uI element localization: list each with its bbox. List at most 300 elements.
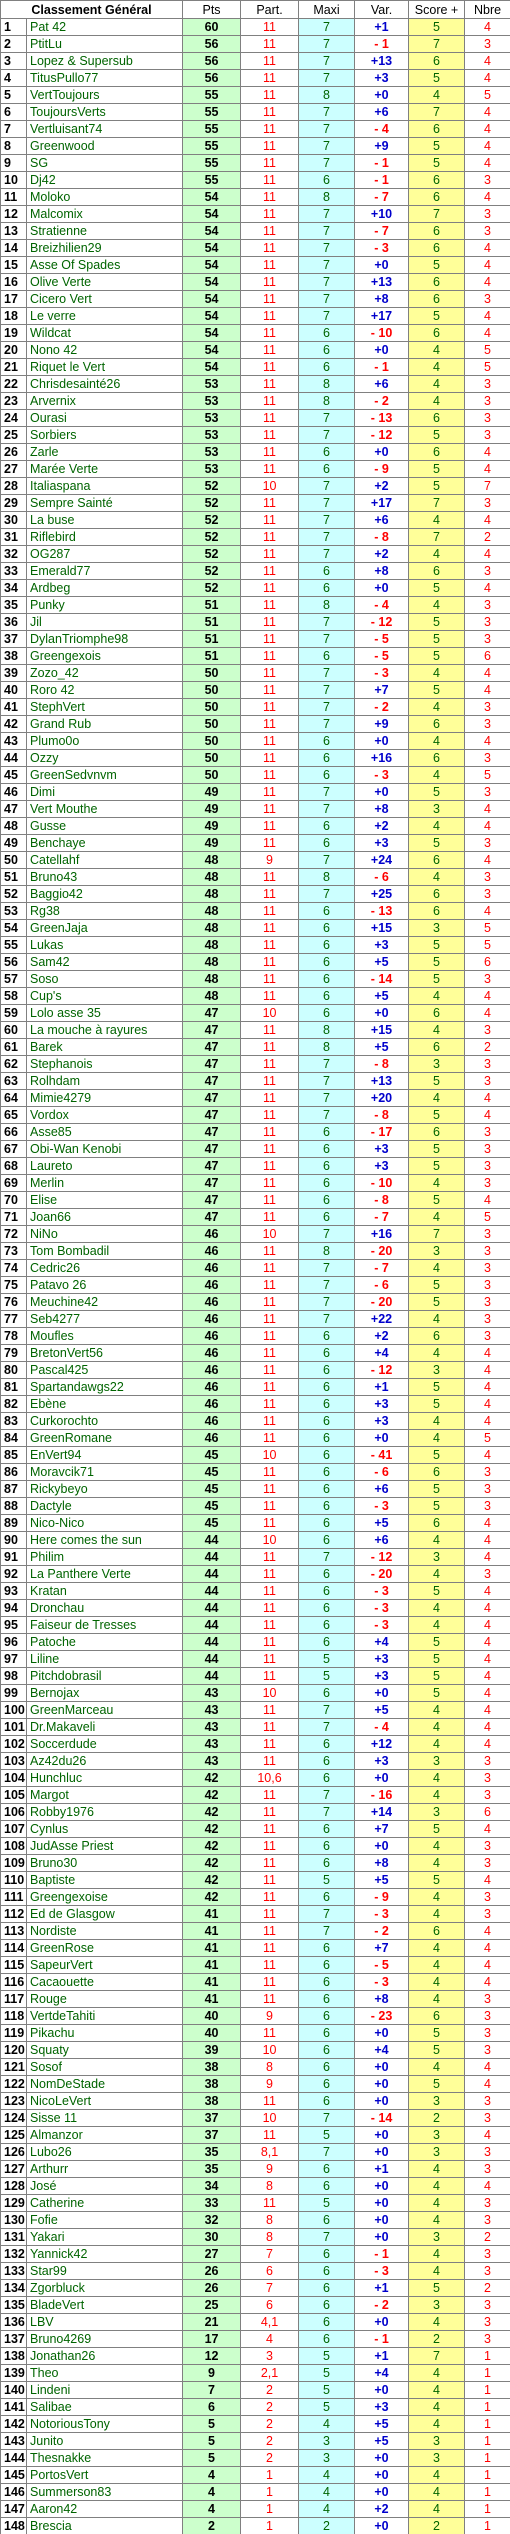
maxi-cell: 6 — [299, 2161, 355, 2178]
player-name: Meuchine42 — [27, 1294, 183, 1311]
maxi-cell: 6 — [299, 359, 355, 376]
nbre-cell: 3 — [465, 631, 510, 648]
points-cell: 47 — [183, 1141, 241, 1158]
participation-cell: 1 — [241, 2518, 299, 2534]
variation-cell: +20 — [355, 1090, 409, 1107]
participation-cell: 11 — [241, 1736, 299, 1753]
player-name: Jonathan26 — [27, 2348, 183, 2365]
score-cell: 7 — [409, 2348, 465, 2365]
player-name: Faiseur de Tresses — [27, 1617, 183, 1634]
maxi-cell: 7 — [299, 1906, 355, 1923]
nbre-cell: 3 — [465, 1889, 510, 1906]
rank-cell: 39 — [1, 665, 27, 682]
score-cell: 5 — [409, 971, 465, 988]
maxi-cell: 6 — [299, 1515, 355, 1532]
score-cell: 7 — [409, 104, 465, 121]
player-name: Laureto — [27, 1158, 183, 1175]
participation-cell: 11 — [241, 1362, 299, 1379]
maxi-cell: 7 — [299, 1107, 355, 1124]
rank-cell: 83 — [1, 1413, 27, 1430]
player-name: Brescia — [27, 2518, 183, 2534]
score-cell: 4 — [409, 2416, 465, 2433]
points-cell: 56 — [183, 70, 241, 87]
rank-cell: 139 — [1, 2365, 27, 2382]
nbre-cell: 3 — [465, 1770, 510, 1787]
player-name: Spartandawgs22 — [27, 1379, 183, 1396]
variation-cell: +7 — [355, 1821, 409, 1838]
maxi-cell: 6 — [299, 2246, 355, 2263]
rank-cell: 34 — [1, 580, 27, 597]
points-cell: 54 — [183, 308, 241, 325]
points-cell: 47 — [183, 1073, 241, 1090]
points-cell: 46 — [183, 1243, 241, 1260]
rank-cell: 46 — [1, 784, 27, 801]
table-row — [1, 580, 510, 597]
table-row — [1, 1056, 510, 1073]
nbre-cell: 1 — [465, 2382, 510, 2399]
nbre-cell: 4 — [465, 1396, 510, 1413]
maxi-cell: 7 — [299, 138, 355, 155]
maxi-cell: 6 — [299, 2263, 355, 2280]
participation-cell: 11 — [241, 1940, 299, 1957]
variation-cell: +8 — [355, 563, 409, 580]
maxi-cell: 7 — [299, 886, 355, 903]
player-name: Nordiste — [27, 1923, 183, 1940]
rank-cell: 136 — [1, 2314, 27, 2331]
score-cell: 5 — [409, 648, 465, 665]
maxi-cell: 7 — [299, 784, 355, 801]
maxi-cell: 6 — [299, 1991, 355, 2008]
player-name: Dronchau — [27, 1600, 183, 1617]
participation-cell: 11 — [241, 1668, 299, 1685]
table-row — [1, 1770, 510, 1787]
participation-cell: 11 — [241, 393, 299, 410]
table-row — [1, 2331, 510, 2348]
rank-cell: 146 — [1, 2484, 27, 2501]
variation-cell: +5 — [355, 1515, 409, 1532]
participation-cell: 11 — [241, 971, 299, 988]
rank-cell: 140 — [1, 2382, 27, 2399]
variation-cell: +5 — [355, 1872, 409, 1889]
player-name: PtitLu — [27, 36, 183, 53]
points-cell: 55 — [183, 87, 241, 104]
points-cell: 37 — [183, 2127, 241, 2144]
participation-cell: 9 — [241, 2161, 299, 2178]
nbre-cell: 5 — [465, 359, 510, 376]
rank-cell: 42 — [1, 716, 27, 733]
nbre-cell: 3 — [465, 2093, 510, 2110]
score-cell: 5 — [409, 1396, 465, 1413]
table-row — [1, 121, 510, 138]
player-name: Bruno30 — [27, 1855, 183, 1872]
points-cell: 54 — [183, 223, 241, 240]
score-cell: 3 — [409, 801, 465, 818]
variation-cell: - 20 — [355, 1294, 409, 1311]
variation-cell: +13 — [355, 53, 409, 70]
player-name: VertToujours — [27, 87, 183, 104]
variation-cell: +5 — [355, 2416, 409, 2433]
table-row — [1, 155, 510, 172]
participation-cell: 11 — [241, 1124, 299, 1141]
participation-cell: 11 — [241, 631, 299, 648]
participation-cell: 11 — [241, 1498, 299, 1515]
participation-cell: 11 — [241, 1039, 299, 1056]
table-row — [1, 1549, 510, 1566]
participation-cell: 11 — [241, 716, 299, 733]
participation-cell: 11 — [241, 1073, 299, 1090]
participation-cell: 11 — [241, 2195, 299, 2212]
maxi-cell: 6 — [299, 2212, 355, 2229]
nbre-cell: 3 — [465, 597, 510, 614]
table-row — [1, 1158, 510, 1175]
table-row — [1, 1532, 510, 1549]
rank-cell: 12 — [1, 206, 27, 223]
variation-cell: +0 — [355, 2382, 409, 2399]
player-name: Plumo0o — [27, 733, 183, 750]
rank-cell: 122 — [1, 2076, 27, 2093]
table-row — [1, 444, 510, 461]
variation-cell: +0 — [355, 1005, 409, 1022]
variation-cell: - 13 — [355, 903, 409, 920]
points-cell: 48 — [183, 971, 241, 988]
player-name: Catherine — [27, 2195, 183, 2212]
player-name: Joan66 — [27, 1209, 183, 1226]
nbre-cell: 3 — [465, 2025, 510, 2042]
rank-cell: 95 — [1, 1617, 27, 1634]
maxi-cell: 4 — [299, 2416, 355, 2433]
player-name: Fofie — [27, 2212, 183, 2229]
participation-cell: 10 — [241, 2042, 299, 2059]
table-row — [1, 291, 510, 308]
table-row — [1, 1583, 510, 1600]
nbre-cell: 3 — [465, 1464, 510, 1481]
maxi-cell: 7 — [299, 223, 355, 240]
points-cell: 49 — [183, 835, 241, 852]
participation-cell: 9 — [241, 852, 299, 869]
variation-cell: +0 — [355, 2025, 409, 2042]
rank-cell: 3 — [1, 53, 27, 70]
table-row — [1, 512, 510, 529]
table-row — [1, 1294, 510, 1311]
score-cell: 4 — [409, 1209, 465, 1226]
participation-cell: 11 — [241, 1209, 299, 1226]
table-row — [1, 1889, 510, 1906]
player-name: Merlin — [27, 1175, 183, 1192]
score-cell: 3 — [409, 2127, 465, 2144]
header-part: Part. — [241, 1, 299, 19]
player-name: Hunchluc — [27, 1770, 183, 1787]
score-cell: 4 — [409, 733, 465, 750]
participation-cell: 8 — [241, 2059, 299, 2076]
variation-cell: +14 — [355, 1804, 409, 1821]
maxi-cell: 6 — [299, 1685, 355, 1702]
player-name: Vordox — [27, 1107, 183, 1124]
rank-cell: 97 — [1, 1651, 27, 1668]
variation-cell: +3 — [355, 1651, 409, 1668]
nbre-cell: 6 — [465, 1804, 510, 1821]
player-name: Cynlus — [27, 1821, 183, 1838]
points-cell: 53 — [183, 376, 241, 393]
nbre-cell: 4 — [465, 155, 510, 172]
table-row — [1, 1107, 510, 1124]
player-name: Yakari — [27, 2229, 183, 2246]
participation-cell: 11 — [241, 223, 299, 240]
player-name: Nico-Nico — [27, 1515, 183, 1532]
player-name: Zarle — [27, 444, 183, 461]
table-row — [1, 1226, 510, 1243]
rank-cell: 29 — [1, 495, 27, 512]
maxi-cell: 5 — [299, 1872, 355, 1889]
table-row — [1, 733, 510, 750]
rank-cell: 98 — [1, 1668, 27, 1685]
maxi-cell: 6 — [299, 1430, 355, 1447]
score-cell: 4 — [409, 1770, 465, 1787]
points-cell: 21 — [183, 2314, 241, 2331]
player-name: José — [27, 2178, 183, 2195]
score-cell: 6 — [409, 852, 465, 869]
maxi-cell: 7 — [299, 121, 355, 138]
maxi-cell: 7 — [299, 478, 355, 495]
rank-cell: 93 — [1, 1583, 27, 1600]
variation-cell: +0 — [355, 87, 409, 104]
player-name: Summerson83 — [27, 2484, 183, 2501]
points-cell: 46 — [183, 1413, 241, 1430]
points-cell: 56 — [183, 53, 241, 70]
participation-cell: 1 — [241, 2484, 299, 2501]
maxi-cell: 7 — [299, 1056, 355, 1073]
score-cell: 4 — [409, 1906, 465, 1923]
score-cell: 5 — [409, 257, 465, 274]
participation-cell: 11 — [241, 1328, 299, 1345]
participation-cell: 11 — [241, 1753, 299, 1770]
nbre-cell: 4 — [465, 2076, 510, 2093]
rank-cell: 117 — [1, 1991, 27, 2008]
participation-cell: 11 — [241, 1974, 299, 1991]
nbre-cell: 4 — [465, 682, 510, 699]
player-name: SapeurVert — [27, 1957, 183, 1974]
table-row — [1, 2297, 510, 2314]
variation-cell: - 7 — [355, 1209, 409, 1226]
nbre-cell: 1 — [465, 2450, 510, 2467]
points-cell: 48 — [183, 903, 241, 920]
maxi-cell: 7 — [299, 19, 355, 36]
rank-cell: 109 — [1, 1855, 27, 1872]
player-name: Punky — [27, 597, 183, 614]
participation-cell: 10 — [241, 1005, 299, 1022]
points-cell: 46 — [183, 1362, 241, 1379]
player-name: Gusse — [27, 818, 183, 835]
nbre-cell: 3 — [465, 172, 510, 189]
points-cell: 54 — [183, 325, 241, 342]
rank-cell: 76 — [1, 1294, 27, 1311]
variation-cell: +3 — [355, 1396, 409, 1413]
points-cell: 47 — [183, 1107, 241, 1124]
rank-cell: 145 — [1, 2467, 27, 2484]
variation-cell: +9 — [355, 138, 409, 155]
participation-cell: 2 — [241, 2399, 299, 2416]
table-row — [1, 2059, 510, 2076]
table-row — [1, 1175, 510, 1192]
variation-cell: +16 — [355, 750, 409, 767]
points-cell: 5 — [183, 2416, 241, 2433]
score-cell: 6 — [409, 750, 465, 767]
header-var: Var. — [355, 1, 409, 19]
maxi-cell: 7 — [299, 716, 355, 733]
variation-cell: +10 — [355, 206, 409, 223]
participation-cell: 11 — [241, 597, 299, 614]
participation-cell: 11 — [241, 1957, 299, 1974]
score-cell: 4 — [409, 1702, 465, 1719]
rank-cell: 128 — [1, 2178, 27, 2195]
variation-cell: +6 — [355, 512, 409, 529]
variation-cell: +6 — [355, 1532, 409, 1549]
points-cell: 51 — [183, 648, 241, 665]
maxi-cell: 6 — [299, 767, 355, 784]
table-row — [1, 1651, 510, 1668]
maxi-cell: 6 — [299, 1498, 355, 1515]
variation-cell: - 4 — [355, 121, 409, 138]
nbre-cell: 5 — [465, 920, 510, 937]
points-cell: 47 — [183, 1005, 241, 1022]
participation-cell: 8,1 — [241, 2144, 299, 2161]
table-row — [1, 2178, 510, 2195]
player-name: Riquet le Vert — [27, 359, 183, 376]
variation-cell: +0 — [355, 2127, 409, 2144]
table-row — [1, 189, 510, 206]
points-cell: 12 — [183, 2348, 241, 2365]
score-cell: 6 — [409, 2008, 465, 2025]
points-cell: 44 — [183, 1532, 241, 1549]
table-row — [1, 359, 510, 376]
maxi-cell: 6 — [299, 937, 355, 954]
participation-cell: 11 — [241, 1243, 299, 1260]
maxi-cell: 6 — [299, 1447, 355, 1464]
table-row — [1, 2093, 510, 2110]
maxi-cell: 6 — [299, 1413, 355, 1430]
score-cell: 4 — [409, 1090, 465, 1107]
points-cell: 45 — [183, 1481, 241, 1498]
points-cell: 47 — [183, 1175, 241, 1192]
table-row — [1, 1974, 510, 1991]
nbre-cell: 4 — [465, 1447, 510, 1464]
nbre-cell: 4 — [465, 1940, 510, 1957]
rank-cell: 129 — [1, 2195, 27, 2212]
points-cell: 47 — [183, 1090, 241, 1107]
points-cell: 48 — [183, 852, 241, 869]
player-name: Olive Verte — [27, 274, 183, 291]
nbre-cell: 4 — [465, 1872, 510, 1889]
variation-cell: +3 — [355, 937, 409, 954]
points-cell: 41 — [183, 1940, 241, 1957]
variation-cell: +0 — [355, 2093, 409, 2110]
variation-cell: +1 — [355, 19, 409, 36]
table-row — [1, 1039, 510, 1056]
table-row — [1, 1396, 510, 1413]
participation-cell: 11 — [241, 665, 299, 682]
variation-cell: +5 — [355, 954, 409, 971]
rank-cell: 124 — [1, 2110, 27, 2127]
rank-cell: 119 — [1, 2025, 27, 2042]
participation-cell: 11 — [241, 121, 299, 138]
points-cell: 55 — [183, 172, 241, 189]
rank-cell: 90 — [1, 1532, 27, 1549]
player-name: Ardbeg — [27, 580, 183, 597]
nbre-cell: 5 — [465, 937, 510, 954]
score-cell: 2 — [409, 2331, 465, 2348]
maxi-cell: 7 — [299, 1923, 355, 1940]
variation-cell: - 20 — [355, 1566, 409, 1583]
score-cell: 4 — [409, 1311, 465, 1328]
player-name: Curkorochto — [27, 1413, 183, 1430]
maxi-cell: 6 — [299, 461, 355, 478]
rank-cell: 106 — [1, 1804, 27, 1821]
maxi-cell: 7 — [299, 801, 355, 818]
player-name: Baggio42 — [27, 886, 183, 903]
rank-cell: 45 — [1, 767, 27, 784]
participation-cell: 11 — [241, 512, 299, 529]
variation-cell: +0 — [355, 2484, 409, 2501]
nbre-cell: 4 — [465, 274, 510, 291]
nbre-cell: 3 — [465, 206, 510, 223]
participation-cell: 11 — [241, 495, 299, 512]
variation-cell: +7 — [355, 1940, 409, 1957]
points-cell: 47 — [183, 1124, 241, 1141]
participation-cell: 11 — [241, 1277, 299, 1294]
rank-cell: 125 — [1, 2127, 27, 2144]
table-row — [1, 1753, 510, 1770]
score-cell: 4 — [409, 1175, 465, 1192]
score-cell: 4 — [409, 2195, 465, 2212]
player-name: Bruno43 — [27, 869, 183, 886]
table-row — [1, 1991, 510, 2008]
maxi-cell: 6 — [299, 648, 355, 665]
maxi-cell: 6 — [299, 1634, 355, 1651]
nbre-cell: 4 — [465, 1719, 510, 1736]
points-cell: 55 — [183, 138, 241, 155]
participation-cell: 11 — [241, 733, 299, 750]
points-cell: 45 — [183, 1447, 241, 1464]
rank-cell: 70 — [1, 1192, 27, 1209]
maxi-cell: 6 — [299, 1957, 355, 1974]
score-cell: 4 — [409, 2399, 465, 2416]
score-cell: 4 — [409, 767, 465, 784]
variation-cell: +0 — [355, 1770, 409, 1787]
table-row — [1, 2161, 510, 2178]
maxi-cell: 8 — [299, 597, 355, 614]
player-name: Robby1976 — [27, 1804, 183, 1821]
maxi-cell: 8 — [299, 393, 355, 410]
table-row — [1, 750, 510, 767]
score-cell: 5 — [409, 954, 465, 971]
variation-cell: +15 — [355, 920, 409, 937]
variation-cell: - 4 — [355, 1719, 409, 1736]
table-row — [1, 682, 510, 699]
variation-cell: +4 — [355, 1634, 409, 1651]
score-cell: 6 — [409, 291, 465, 308]
nbre-cell: 4 — [465, 325, 510, 342]
table-row — [1, 937, 510, 954]
maxi-cell: 7 — [299, 155, 355, 172]
variation-cell: +3 — [355, 2399, 409, 2416]
score-cell: 6 — [409, 410, 465, 427]
participation-cell: 2 — [241, 2382, 299, 2399]
rank-cell: 15 — [1, 257, 27, 274]
maxi-cell: 6 — [299, 563, 355, 580]
player-name: Liline — [27, 1651, 183, 1668]
maxi-cell: 7 — [299, 308, 355, 325]
nbre-cell: 7 — [465, 478, 510, 495]
maxi-cell: 6 — [299, 1141, 355, 1158]
